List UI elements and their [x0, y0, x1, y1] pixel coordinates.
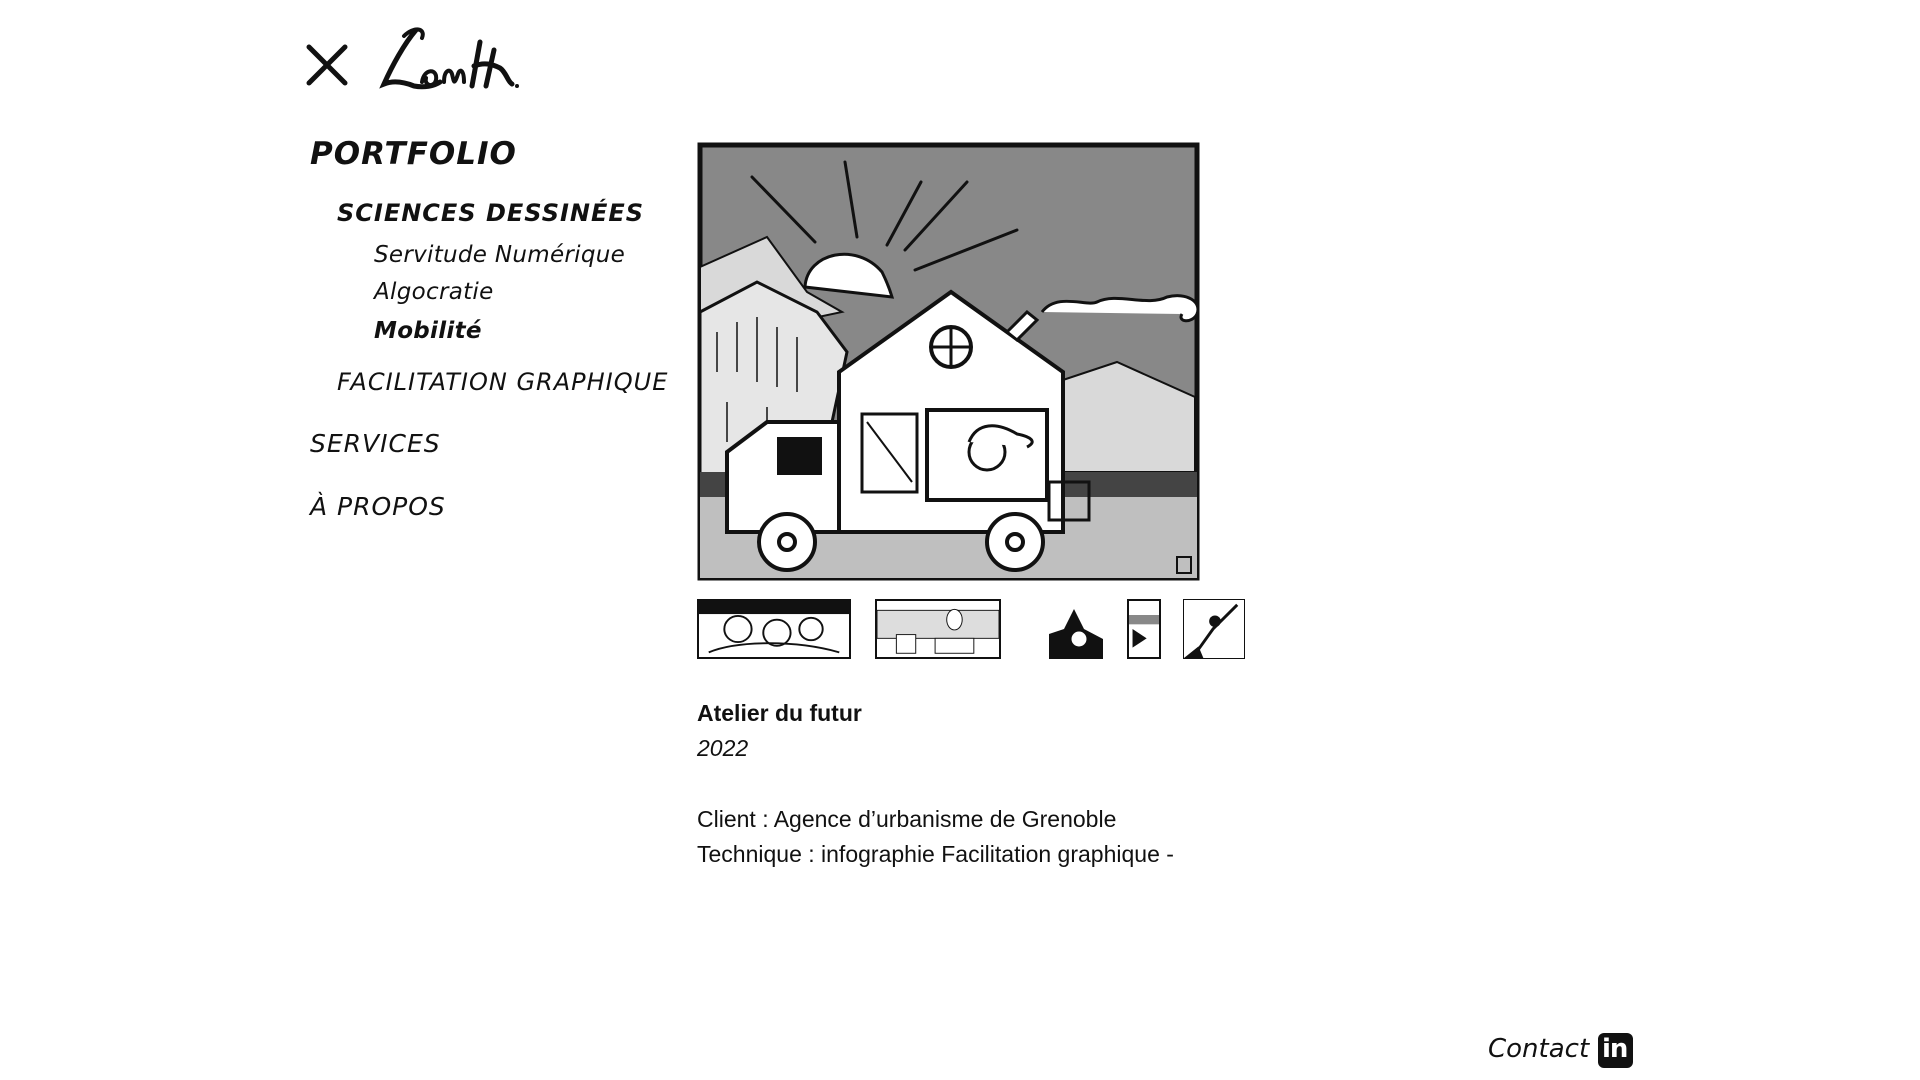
thumbnail-landscape[interactable] — [1049, 599, 1103, 659]
signature-logo[interactable] — [374, 24, 522, 94]
thumbnail-figure[interactable] — [1183, 599, 1245, 659]
nav-sciences-dessinees[interactable]: SCIENCES DESSINÉES — [337, 199, 645, 227]
project-technique: Technique : infographie Facilitation graphique - — [697, 841, 1174, 867]
linkedin-icon-text: in — [1602, 1034, 1628, 1064]
thumbnail-comic-panel[interactable] — [697, 599, 851, 659]
thumbnail-tall-panel[interactable] — [1127, 599, 1161, 659]
nav-portfolio[interactable]: PORTFOLIO — [310, 136, 517, 172]
nav-sub-servitude-numerique[interactable]: Servitude Numérique — [374, 242, 626, 268]
nav-facilitation-graphique[interactable]: FACILITATION GRAPHIQUE — [337, 368, 669, 396]
project-title: Atelier du futur — [697, 700, 862, 726]
project-client: Client : Agence d’urbanisme de Grenoble — [697, 806, 1117, 832]
close-icon[interactable] — [304, 42, 350, 88]
thumbnail-town-balloon[interactable] — [875, 599, 1001, 659]
nav-a-propos[interactable]: À PROPOS — [310, 492, 446, 521]
nav-sub-mobilite[interactable]: Mobilité — [374, 318, 482, 344]
project-info — [697, 696, 1397, 872]
project-year: 2022 — [697, 735, 749, 761]
thumbnail-strip — [697, 599, 1257, 661]
linkedin-icon[interactable] — [1598, 1033, 1633, 1068]
contact-link[interactable]: Contact — [1488, 1034, 1590, 1064]
nav-services[interactable]: SERVICES — [310, 429, 441, 458]
main-illustration[interactable] — [697, 142, 1241, 582]
nav-sub-algocratie[interactable]: Algocratie — [374, 279, 494, 305]
